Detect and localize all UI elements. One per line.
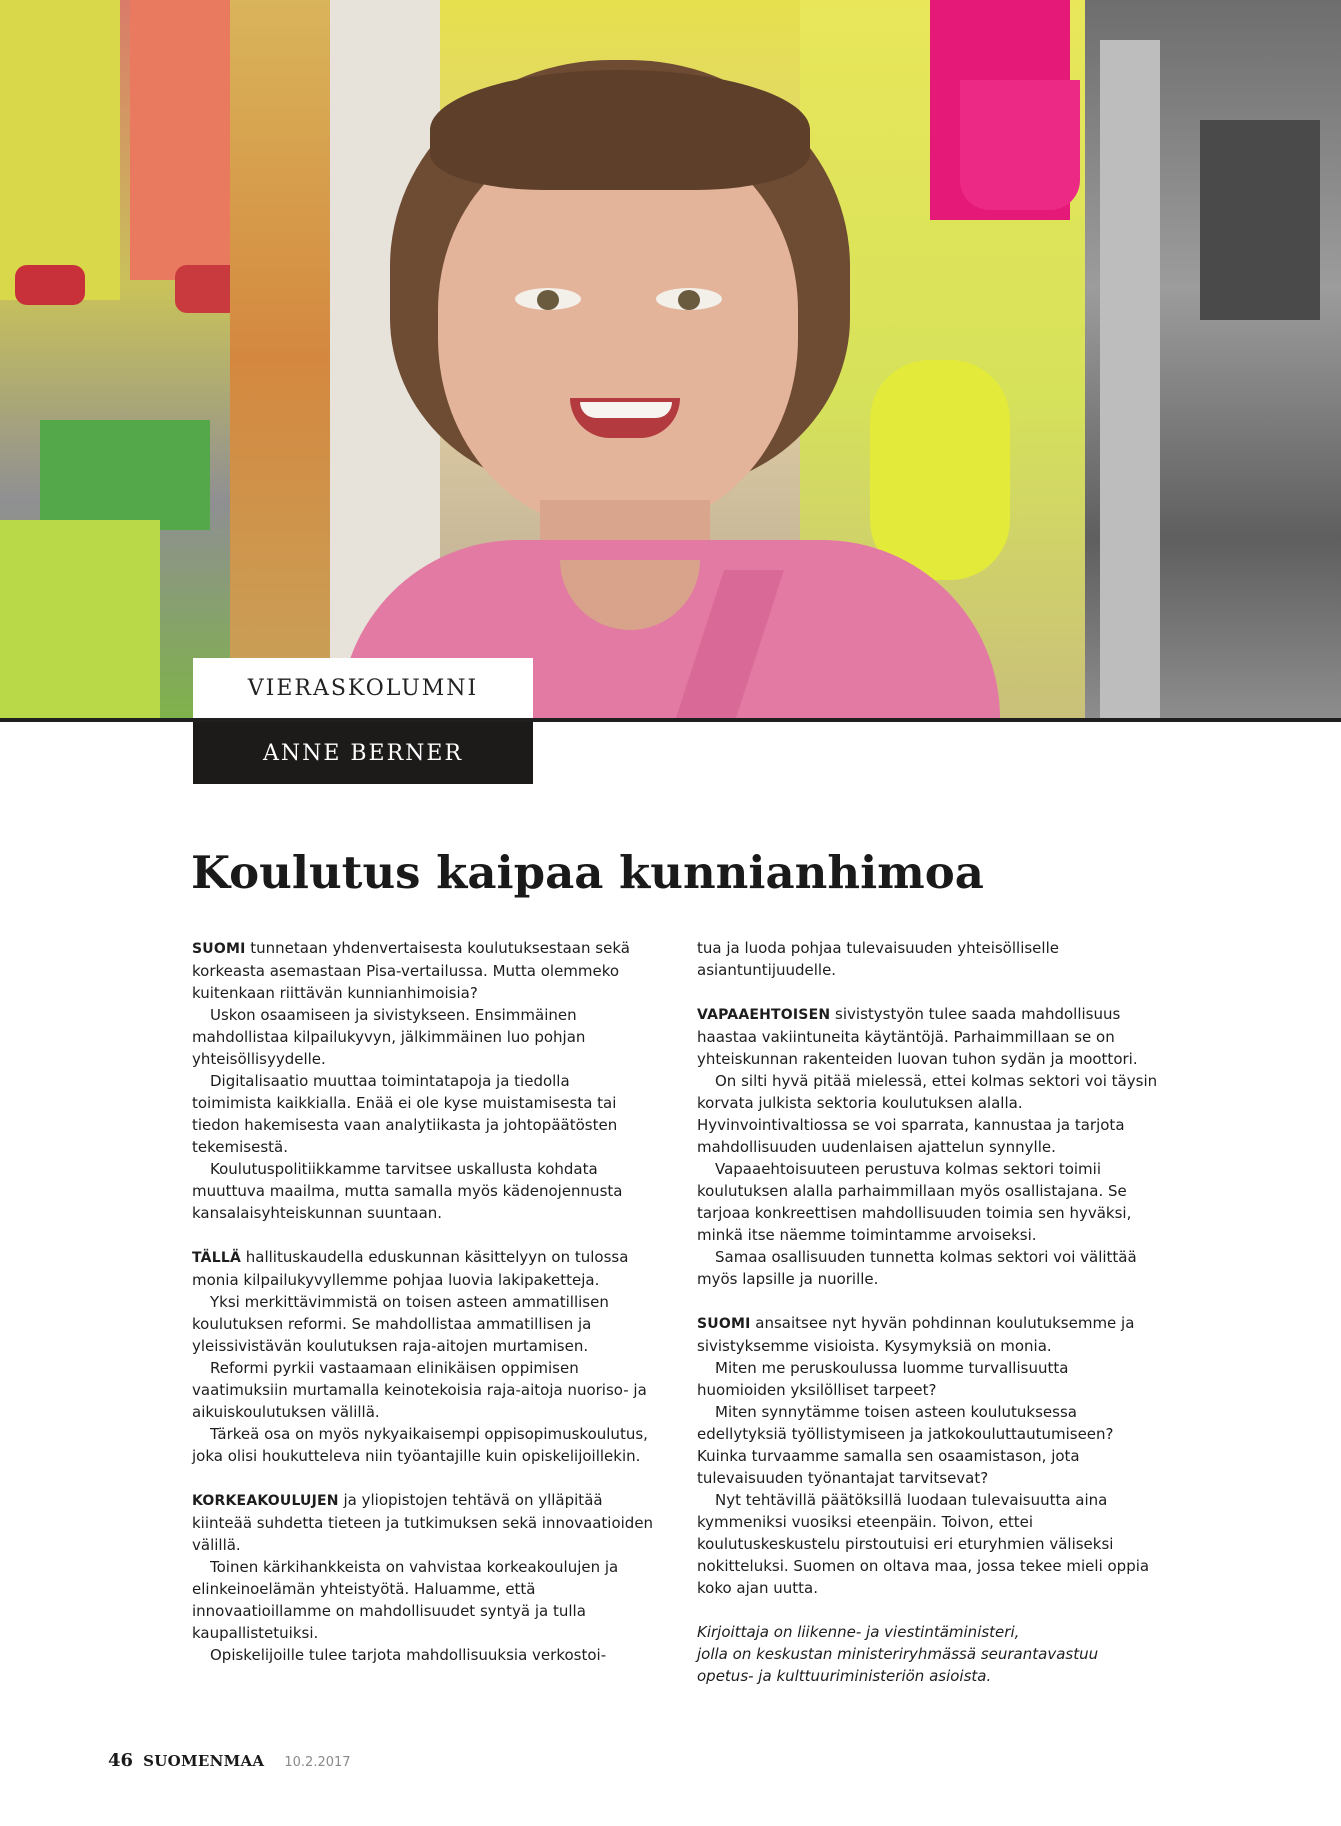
byline-line: jolla on keskustan ministeriryhmässä seurantavastuu — [697, 1645, 1099, 1663]
paragraph — [192, 937, 654, 1004]
magazine-name: SUOMENMAA — [143, 1752, 265, 1770]
paragraph: On silti hyvä pitää mielessä, ettei kolmas sektori voi täysin korvata julkista sektoria koulutuksen alalla. Hyvinvointivaltiossa se voi sparrata, kannustaa ja tarjota mahdollisuuden uudenlaisen ajattelun synnylle. — [697, 1072, 1158, 1156]
page-footer — [108, 1750, 351, 1774]
lead-in: VAPAAEHTOISEN — [697, 1007, 831, 1023]
byline-line: opetus- ja kulttuuriministeriön asioista. — [697, 1667, 992, 1685]
lead-in: SUOMI — [192, 941, 246, 957]
paragraph — [697, 1312, 1159, 1357]
paragraph-text: tunnetaan yhdenvertaisesta koulutuksestaan sekä korkeasta asemastaan Pisa-vertailussa. Mutta olemmeko kuitenkaan riittävän kunnianhimoisia? — [192, 939, 630, 1002]
issue-date: 10.2.2017 — [284, 1755, 351, 1770]
paragraph: Toinen kärkihankkeista on vahvistaa korkeakoulujen ja elinkeinoelämän yhteistyötä. Haluamme, että innovaatioillamme on mahdollisuudet syntyä ja tulla kaupallistetuiksi. — [192, 1558, 619, 1642]
paragraph: Miten synnytämme toisen asteen koulutuksessa edellytyksiä työllistymiseen ja jatkokouluttautumiseen? Kuinka turvaamme samalla sen osaamistason, jota tulevaisuuden työnantajat tarvitsevat? — [697, 1403, 1114, 1487]
paragraph: Samaa osallisuuden tunnetta kolmas sektori voi välittää myös lapsille ja nuorille. — [697, 1248, 1137, 1288]
paragraph-text: sivistystyön tulee saada mahdollisuus haastaa vakiintuneita käytäntöjä. Parhaimmillaan se on yhteiskunnan rakenteiden luovan tuhon sydän ja moottori. — [697, 1005, 1138, 1068]
paragraph: tua ja luoda pohjaa tulevaisuuden yhteisölliselle asiantuntijuudelle. — [697, 939, 1059, 979]
paragraph: Yksi merkittävimmistä on toisen asteen ammatillisen koulutuksen reformi. Se mahdollistaa ammatillisen ja yleissivistävän koulutuksen raja-aitojen murtamisen. — [192, 1293, 609, 1355]
paragraph: Reformi pyrkii vastaamaan elinikäisen oppimisen vaatimuksiin murtamalla keinotekoisia raja-aitoja nuoriso- ja aikuiskoulutuksen välillä. — [192, 1359, 647, 1421]
article-column-left — [192, 937, 654, 1666]
paragraph: Miten me peruskoulussa luomme turvallisuutta huomioiden yksilölliset tarpeet? — [697, 1359, 1069, 1399]
paragraph: Koulutuspolitiikkamme tarvitsee uskallusta kohdata muuttuva maailma, mutta samalla myös kädenojennusta kansalaisyhteiskunnan suuntaan. — [192, 1160, 623, 1222]
paragraph: Tärkeä osa on myös nykyaikaisempi oppisopimuskoulutus, joka olisi houkutteleva niin työantajille kuin opiskelijoillekin. — [192, 1425, 648, 1465]
paragraph: Digitalisaatio muuttaa toimintatapoja ja tiedolla toimimista kaikkialla. Enää ei ole kyse muistamisesta tai tiedon hakemisesta vaan analytiikasta ja johtopäätösten tekemisestä. — [192, 1072, 618, 1156]
lead-in: TÄLLÄ — [192, 1250, 241, 1266]
paragraph-text: ansaitsee nyt hyvän pohdinnan koulutuksemme ja sivistyksemme visioista. Kysymyksiä on monia. — [697, 1314, 1135, 1355]
paragraph-text: hallituskaudella eduskunnan käsittelyyn on tulossa monia kilpailukyvyllemme pohjaa luovia lakipaketteja. — [192, 1248, 629, 1289]
hero-photo — [0, 0, 1341, 718]
paragraph — [697, 1003, 1159, 1070]
byline-line: Kirjoittaja on liikenne- ja viestintäministeri, — [697, 1623, 1020, 1641]
paragraph: Vapaaehtoisuuteen perustuva kolmas sektori toimii koulutuksen alalla parhaimmillaan myös osallistajana. Se tarjoaa konkreettisen mahdollisuuden toimia sen hyväksi, minkä itse näemme toimintamme arvoiseksi. — [697, 1160, 1132, 1244]
paragraph-text: ja yliopistojen tehtävä on ylläpitää kiinteää suhdetta tieteen ja tutkimuksen sekä innovaatioiden välillä. — [192, 1491, 654, 1554]
paragraph: Uskon osaamiseen ja sivistykseen. Ensimmäinen mahdollistaa kilpailukyvyn, jälkimmäinen luo pohjan yhteisöllisyydelle. — [192, 1006, 586, 1068]
paragraph: Opiskelijoille tulee tarjota mahdollisuuksia verkostoi- — [210, 1646, 607, 1664]
lead-in: SUOMI — [697, 1316, 751, 1332]
author-byline — [697, 1621, 1159, 1687]
page-number: 46 — [108, 1750, 134, 1771]
article-column-right — [697, 937, 1159, 1687]
section-label: VIERASKOLUMNI — [193, 658, 533, 718]
paragraph — [192, 1246, 654, 1291]
lead-in: KORKEAKOULUJEN — [192, 1493, 339, 1509]
author-label: ANNE BERNER — [193, 722, 533, 784]
paragraph: Nyt tehtävillä päätöksillä luodaan tulevaisuutta aina kymmeniksi vuosiksi eteenpäin. Toivon, ettei koulutuskeskustelu pirstoutuisi eri eturyhmien väliseksi nokitteluksi. Suomen on oltava maa, jossa tekee mieli oppia koko ajan uutta. — [697, 1491, 1150, 1597]
paragraph — [192, 1489, 654, 1556]
article-headline: Koulutus kaipaa kunnianhimoa — [191, 846, 984, 899]
